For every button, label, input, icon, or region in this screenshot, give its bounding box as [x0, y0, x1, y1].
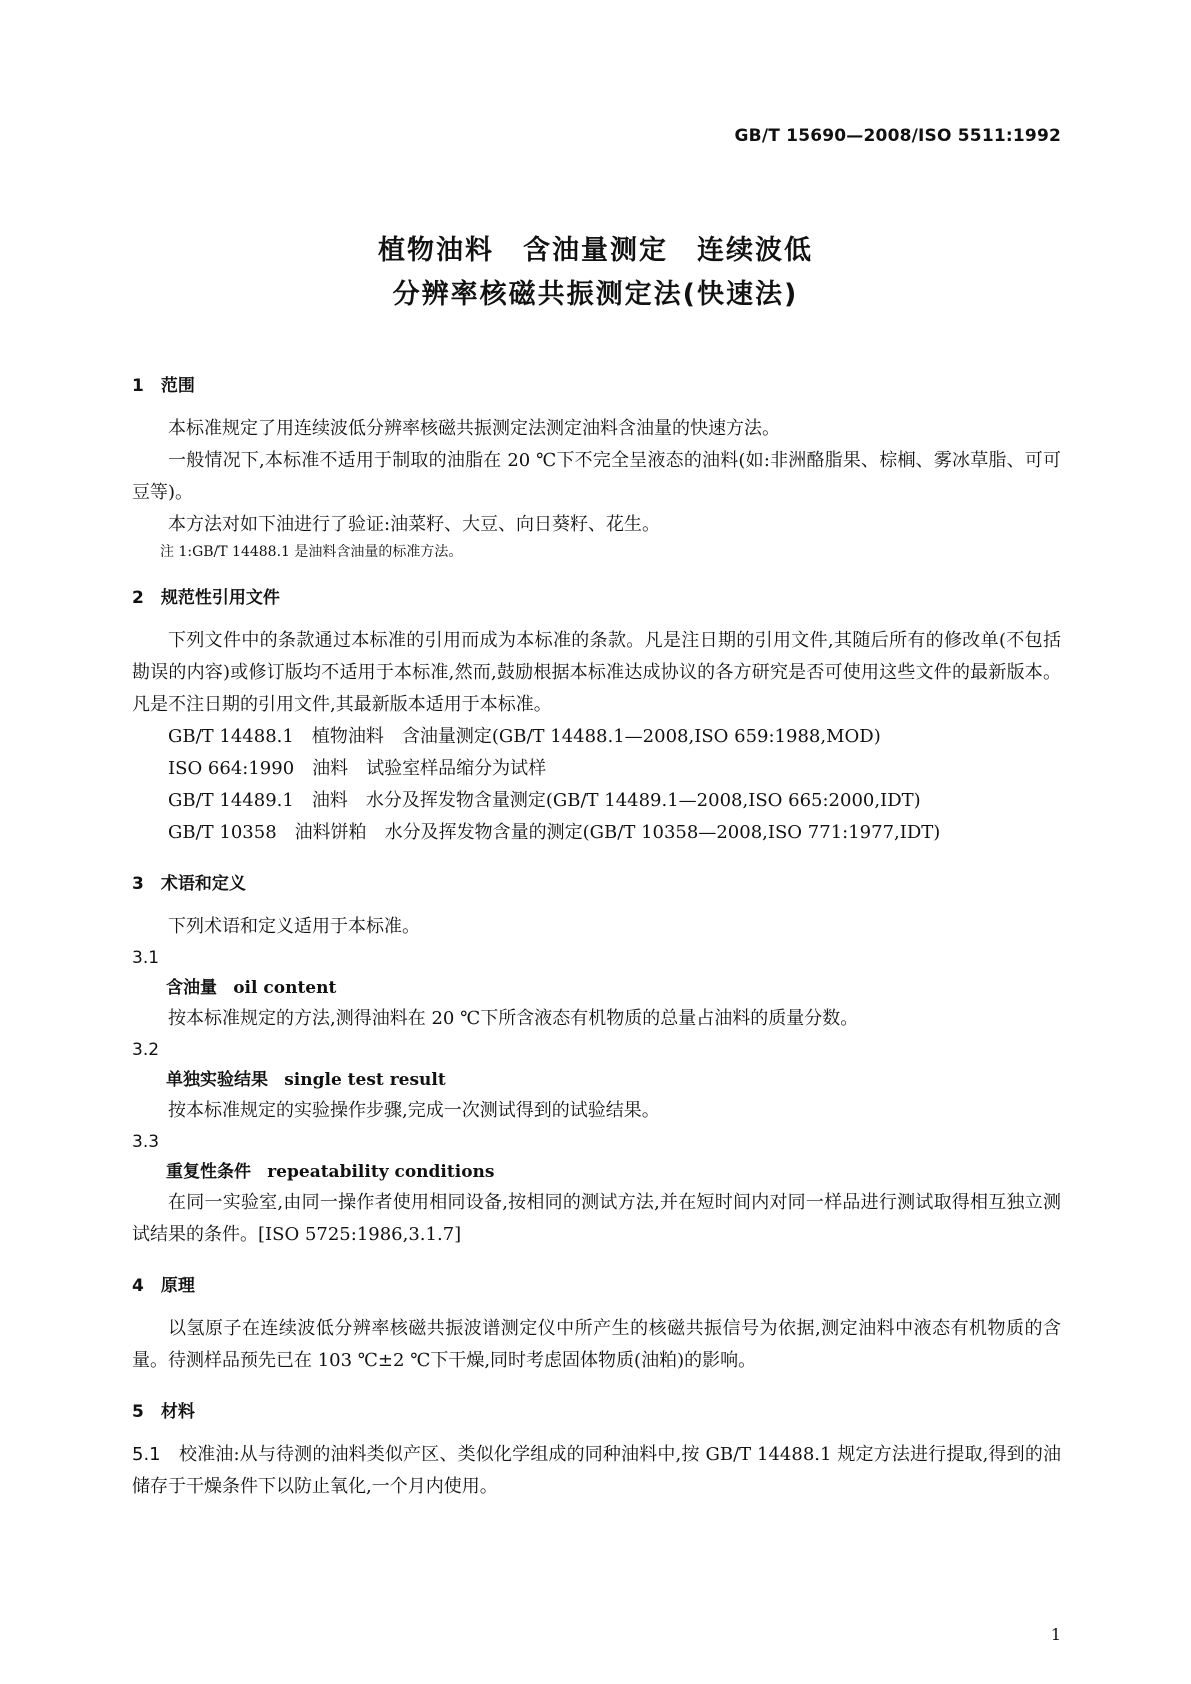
term-chinese: 重复性条件 [166, 1162, 251, 1182]
section-2-heading: 2 规范性引用文件 [132, 588, 280, 608]
term-heading [132, 1065, 1061, 1095]
document-title [0, 229, 1191, 317]
normative-reference: ISO 664:1990 油料 试验室样品缩分为试样 [168, 758, 547, 779]
section-3-heading: 3 术语和定义 [132, 874, 246, 894]
term-english: single test result [284, 1070, 446, 1090]
term-english: repeatability conditions [267, 1162, 495, 1182]
term-number: 3.1 [132, 948, 160, 968]
section-1-heading: 1 范围 [132, 376, 195, 396]
term-heading [132, 973, 1061, 1003]
title-line-2: 分辨率核磁共振测定法(快速法) [392, 279, 799, 310]
section-1-paragraph: 本方法对如下油进行了验证:油菜籽、大豆、向日葵籽、花生。 [168, 514, 661, 535]
section-1-paragraph: 一般情况下,本标准不适用于制取的油脂在 20 ℃下不完全呈液态的油料(如:非洲酪脂果、棕榈、雾冰草脂、可可豆等)。 [132, 450, 1061, 503]
term-number: 3.2 [132, 1040, 160, 1060]
clause-text: 校准油:从与待测的油料类似产区、类似化学组成的同种油料中,按 GB/T 14488.1 规定方法进行提取,得到的油储存于干燥条件下以防止氧化,一个月内使用。 [132, 1444, 1062, 1497]
term-chinese: 单独实验结果 [166, 1070, 268, 1090]
section-3-intro: 下列术语和定义适用于本标准。 [168, 916, 420, 937]
term-chinese: 含油量 [166, 978, 217, 998]
term-definition: 按本标准规定的实验操作步骤,完成一次测试得到的试验结果。 [168, 1100, 660, 1121]
term-english: oil content [233, 978, 337, 998]
normative-reference: GB/T 10358 油料饼粕 水分及挥发物含量的测定(GB/T 10358—2008,ISO 771:1977,IDT) [168, 822, 941, 843]
page-number: 1 [1050, 1625, 1061, 1644]
clause-5-1 [132, 1439, 1061, 1503]
section-1-paragraph: 本标准规定了用连续波低分辨率核磁共振测定法测定油料含油量的快速方法。 [168, 418, 780, 439]
normative-reference: GB/T 14488.1 植物油料 含油量测定(GB/T 14488.1—2008,ISO 659:1988,MOD) [168, 726, 881, 747]
term-definition: 按本标准规定的方法,测得油料在 20 ℃下所含液态有机物质的总量占油料的质量分数。 [168, 1008, 859, 1029]
term-definition: 在同一实验室,由同一操作者使用相同设备,按相同的测试方法,并在短时间内对同一样品进行测试取得相互独立测试结果的条件。[ISO 5725:1986,3.1.7] [132, 1192, 1061, 1245]
section-2-paragraph: 下列文件中的条款通过本标准的引用而成为本标准的条款。凡是注日期的引用文件,其随后所有的修改单(不包括勘误的内容)或修订版均不适用于本标准,然而,鼓励根据本标准达成协议的各方研究是否可使用这些文件的最新版本。凡是不注日期的引用文件,其最新版本适用于本标准。 [132, 630, 1061, 715]
standard-number: GB/T 15690—2008/ISO 5511:1992 [734, 126, 1061, 146]
section-4-heading: 4 原理 [132, 1276, 195, 1296]
section-4-paragraph: 以氢原子在连续波低分辨率核磁共振波谱测定仪中所产生的核磁共振信号为依据,测定油料中液态有机物质的含量。待测样品预先已在 103 ℃±2 ℃下干燥,同时考虑固体物质(油粕)的影响。 [132, 1318, 1061, 1371]
term-number: 3.3 [132, 1132, 160, 1152]
term-heading [132, 1157, 1061, 1187]
section-1-note: 注 1:GB/T 14488.1 是油料含油量的标准方法。 [160, 544, 463, 560]
clause-number: 5.1 [132, 1444, 161, 1465]
document-body [132, 373, 1061, 1503]
title-line-1: 植物油料 含油量测定 连续波低 [378, 235, 813, 266]
normative-reference: GB/T 14489.1 油料 水分及挥发物含量测定(GB/T 14489.1—2008,ISO 665:2000,IDT) [168, 790, 921, 811]
section-5-heading: 5 材料 [132, 1402, 195, 1422]
